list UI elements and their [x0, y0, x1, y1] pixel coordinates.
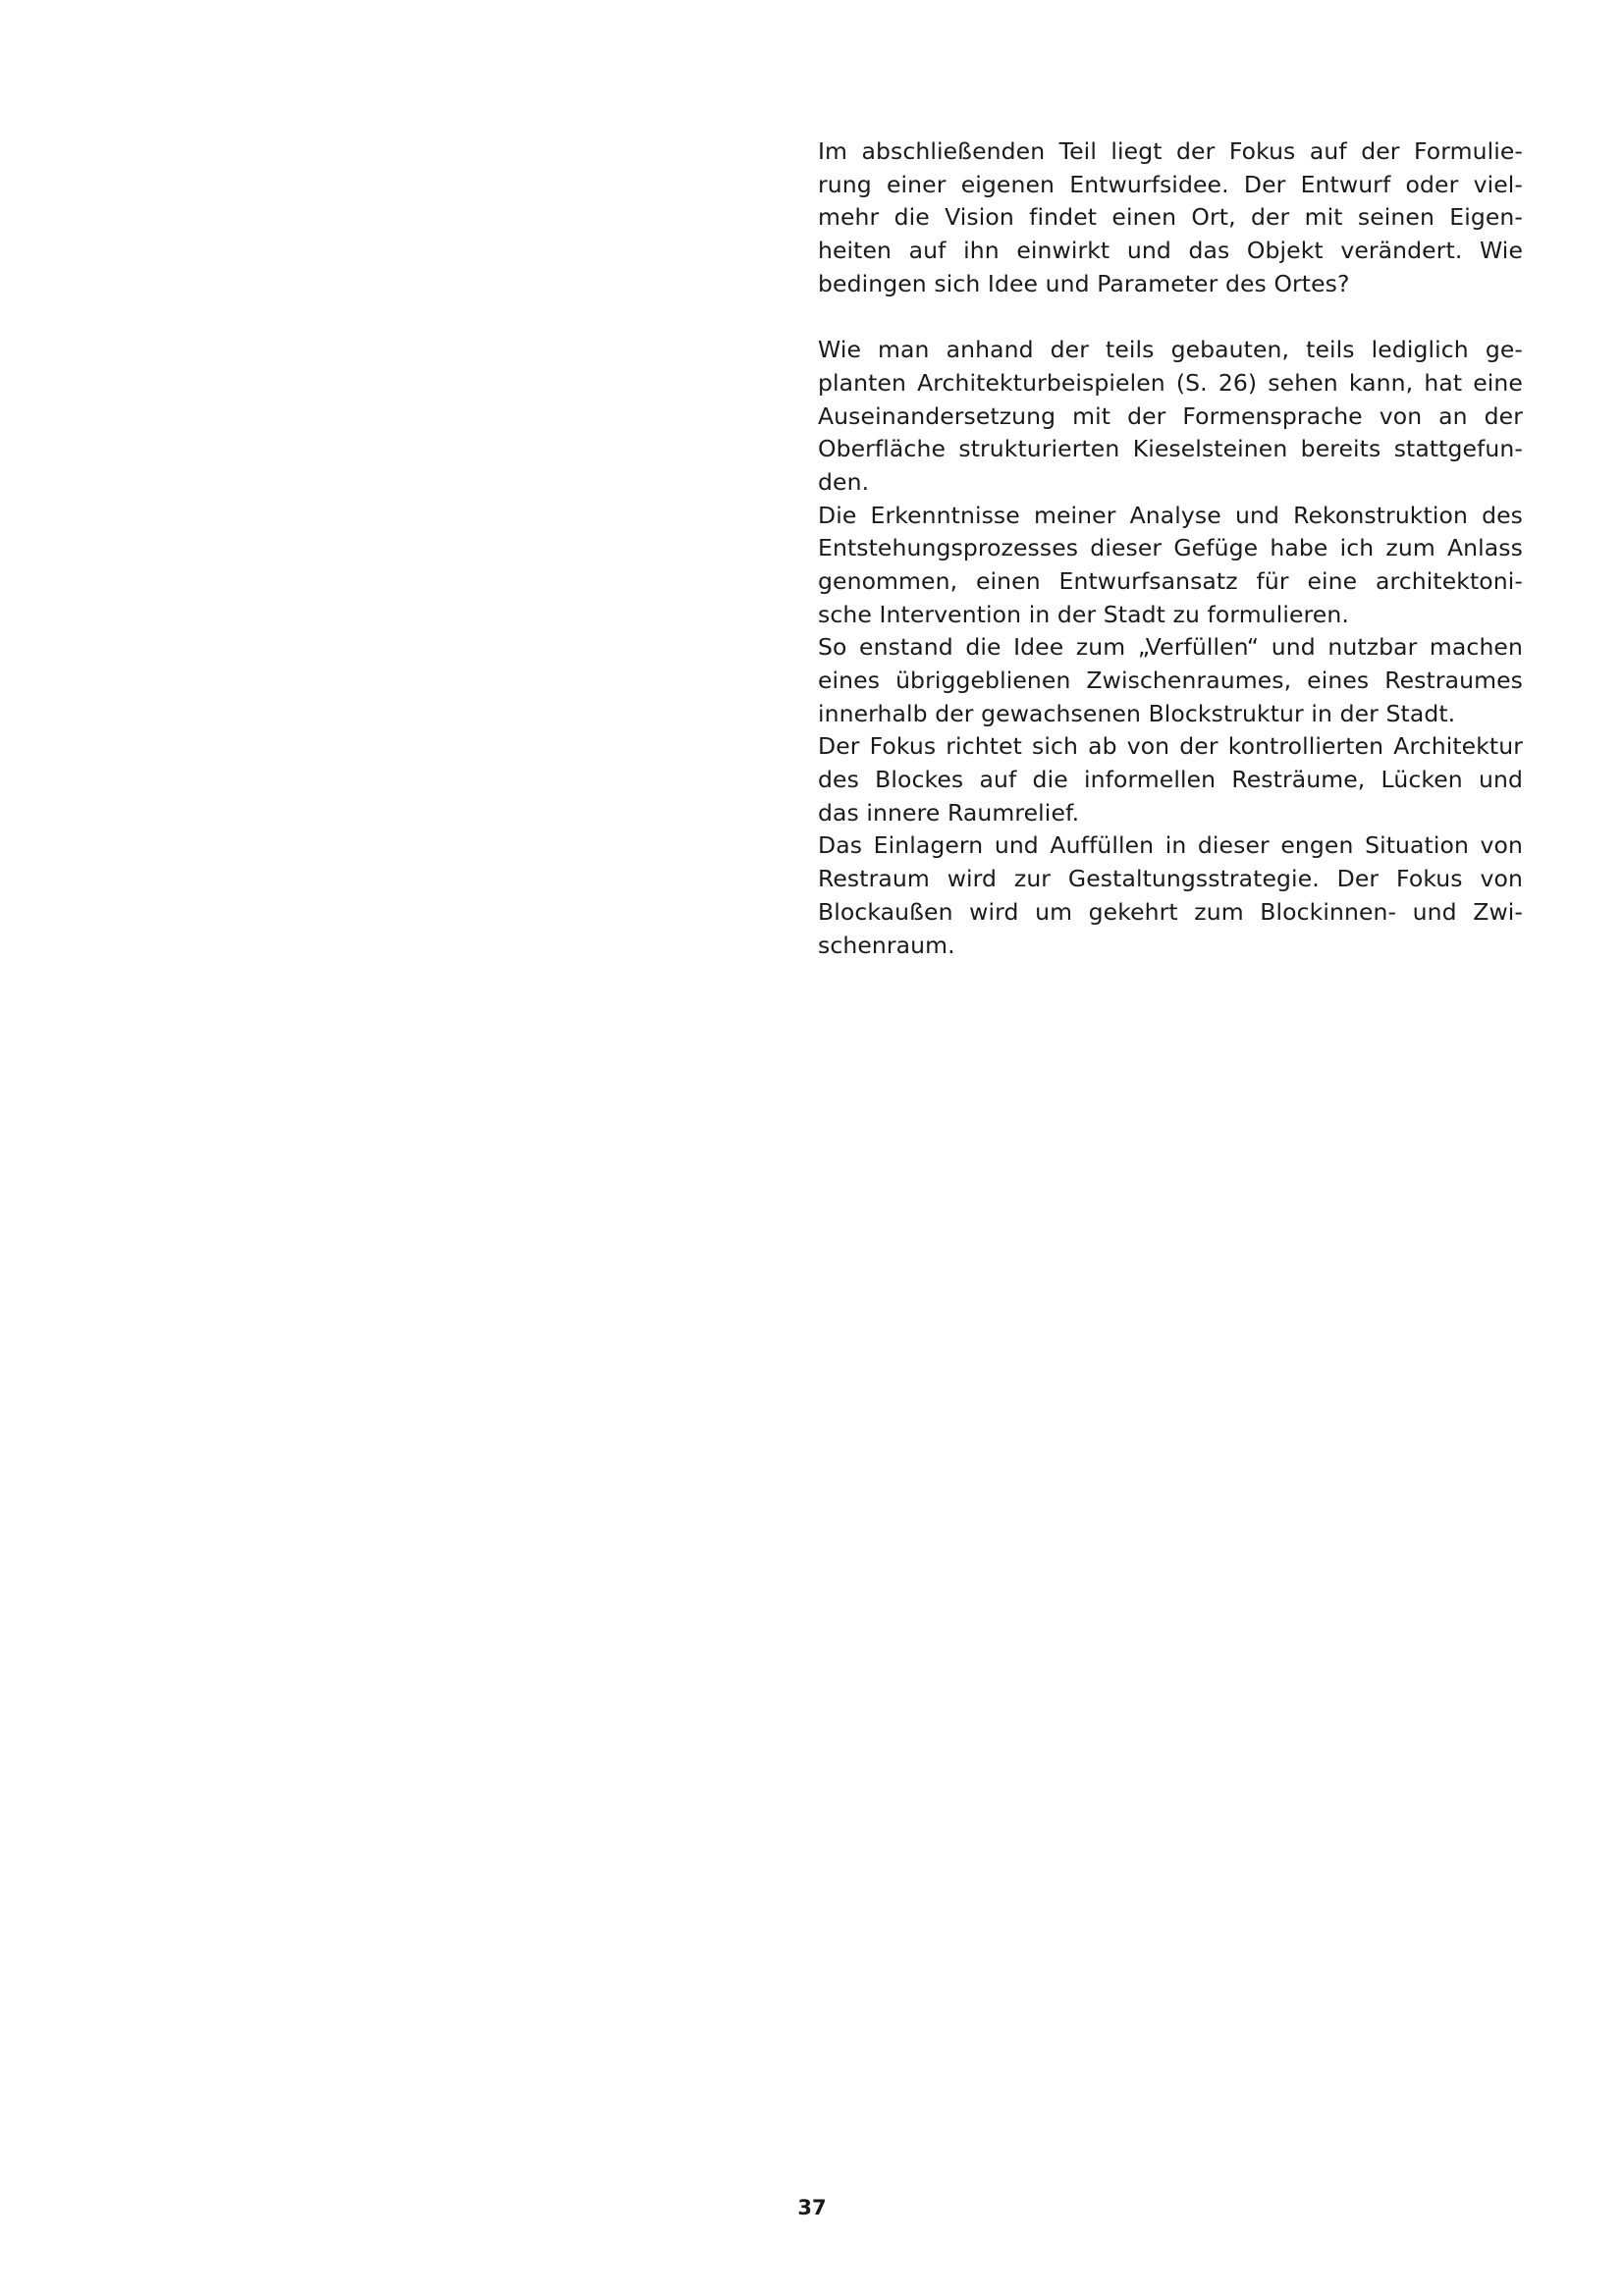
text-line: Auseinandersetzung mit der Formensprache von an der	[818, 401, 1523, 430]
body-text-column	[818, 135, 1523, 962]
text-line: Restraum wird zur Gestaltungsstrategie. Der Fokus von	[818, 865, 1523, 893]
text-line: Im abschließenden Teil liegt der Fokus auf der Formulie-	[818, 137, 1523, 165]
paragraph-4	[818, 631, 1523, 730]
paragraph-5	[818, 730, 1523, 829]
text-line: planten Architekturbeispielen (S. 26) sehen kann, hat eine	[818, 368, 1523, 397]
text-line: mehr die Vision findet einen Ort, der mit seinen Eigen-	[818, 203, 1523, 232]
paragraph-6	[818, 829, 1523, 962]
text-line: eines übriggeblienen Zwischenraumes, eines Restraumes	[818, 667, 1523, 694]
text-line: den.	[818, 467, 870, 496]
text-line: Die Erkenntnisse meiner Analyse und Rekonstruktion des	[818, 501, 1523, 529]
paragraph-spacer	[818, 300, 1523, 334]
paragraph-2	[818, 334, 1523, 499]
text-line: So enstand die Idee zum „Verfüllen“ und nutzbar machen	[818, 633, 1523, 662]
text-line: das innere Raumrelief.	[818, 798, 1080, 827]
text-line: heiten auf ihn einwirkt und das Objekt verändert. Wie	[818, 237, 1523, 265]
text-line: Entstehungsprozesses dieser Gefüge habe ich zum Anlass	[818, 534, 1523, 562]
text-line: des Blockes auf die informellen Resträume, Lücken und	[818, 766, 1523, 794]
paragraph-1	[818, 135, 1523, 300]
text-line: innerhalb der gewachsenen Blockstruktur in der Stadt.	[818, 699, 1456, 727]
page-number: 37	[797, 2196, 827, 2219]
text-line: Oberfläche strukturierten Kieselsteinen bereits stattgefun-	[818, 435, 1523, 463]
text-line: bedingen sich Idee und Parameter des Ortes?	[818, 269, 1350, 297]
text-line: Blockaußen wird um gekehrt zum Blockinnen- und Zwi-	[818, 897, 1523, 926]
text-line: genommen, einen Entwurfsansatz für eine architektoni-	[818, 566, 1523, 595]
text-line: Das Einlagern und Auffüllen in dieser engen Situation von	[818, 831, 1523, 860]
text-line: Wie man anhand der teils gebauten, teils lediglich ge-	[818, 336, 1523, 364]
text-line: Der Fokus richtet sich ab von der kontrollierten Architektur	[818, 732, 1523, 761]
paragraph-3	[818, 500, 1523, 632]
text-line: rung einer eigenen Entwurfsidee. Der Entwurf oder viel-	[818, 170, 1523, 198]
text-line: sche Intervention in der Stadt zu formulieren.	[818, 600, 1349, 628]
text-line: schenraum.	[818, 931, 955, 959]
